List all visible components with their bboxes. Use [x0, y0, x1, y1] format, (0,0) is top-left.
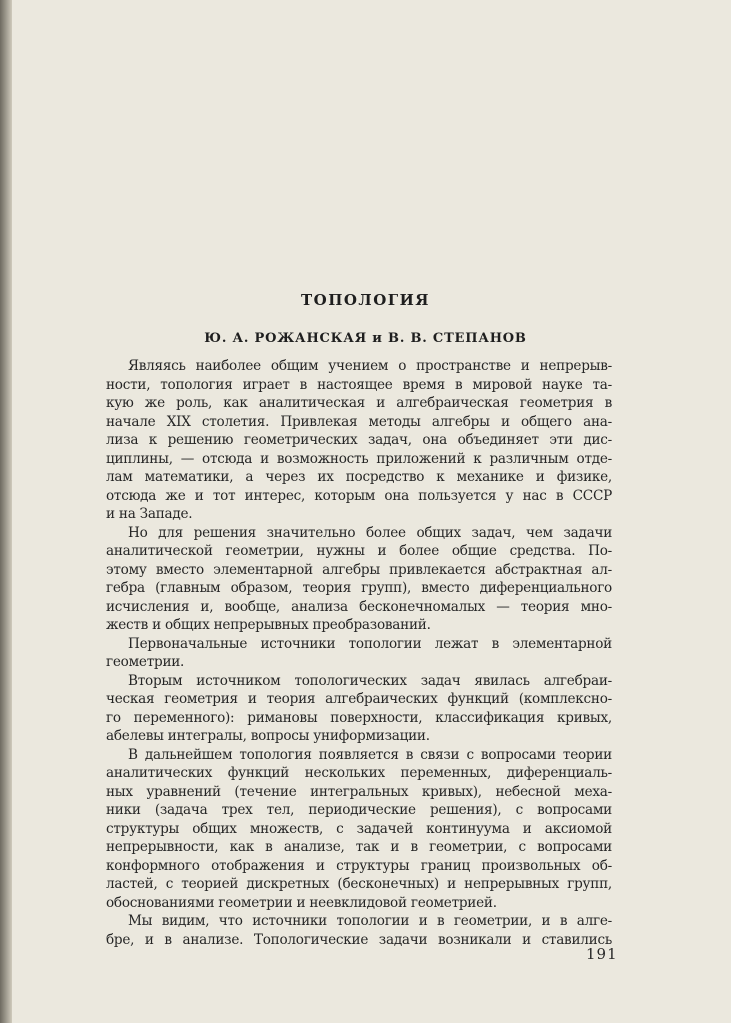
article-body: [106, 357, 612, 949]
text-line: начале XIX столетия. Привлекая методы алгебры и общего ана-: [106, 413, 612, 430]
text-line: ческая геометрия и теория алгебраических функций (комплексно-: [106, 691, 612, 707]
text-line: лам математики, а через их посредство к механике и физике,: [106, 469, 612, 485]
text-line: ности, топология играет в настоящее время в мировой науке та-: [106, 376, 612, 393]
paragraph: [106, 746, 612, 913]
text-line: бре, и в анализе. Топологические задачи возникали и ставились: [106, 931, 612, 948]
text-line: и на Западе.: [106, 506, 193, 522]
text-line: ники (задача трех тел, периодические решения), с вопросами: [106, 802, 612, 818]
text-line: ластей, с теорией дискретных (бесконечных) и непрерывных групп,: [106, 876, 612, 892]
text-line: аналитических функций нескольких переменных, диференциаль-: [106, 765, 612, 781]
text-line: жеств и общих непрерывных преобразований.: [106, 617, 431, 633]
text-line: Являясь наиболее общим учением о пространстве и непрерыв-: [128, 358, 612, 374]
page-binding-edge: [0, 0, 12, 1023]
paragraph: [106, 912, 612, 949]
text-line: исчисления и, вообще, анализа бесконечномалых — теория мно-: [106, 598, 612, 615]
text-line: непрерывности, как в анализе, так и в геометрии, с вопросами: [106, 839, 612, 855]
text-line: абелевы интегралы, вопросы униформизации.: [106, 728, 430, 744]
text-line: Первоначальные источники топологии лежат в элементарной: [128, 635, 612, 652]
text-line: кую же роль, как аналитическая и алгебраическая геометрия в: [106, 395, 612, 411]
page-number: 191: [586, 945, 618, 963]
text-line: отсюда же и тот интерес, которым она пользуется у нас в СССР: [106, 487, 612, 504]
text-line: циплины, — отсюда и возможность приложений к различным отде-: [106, 450, 612, 467]
text-line: В дальнейшем топология появляется в связи с вопросами теории: [128, 746, 612, 763]
paragraph: [106, 524, 612, 635]
text-line: геометрии.: [106, 654, 185, 670]
text-line: Но для решения значительно более общих задач, чем задачи: [128, 524, 612, 541]
paragraph: [106, 357, 612, 524]
text-line: структуры общих множеств, с задачей континуума и аксиомой: [106, 820, 612, 837]
text-line: этому вместо элементарной алгебры привлекается абстрактная ал-: [106, 561, 612, 578]
text-line: аналитической геометрии, нужны и более общие средства. По-: [106, 543, 612, 559]
text-line: обоснованиями геометрии и неевклидовой геометрией.: [106, 894, 497, 911]
text-line: конформного отображения и структуры границ произвольных об-: [106, 857, 612, 874]
text-line: Мы видим, что источники топологии и в геометрии, и в алге-: [128, 913, 612, 929]
article-authors: Ю. А. РОЖАНСКАЯ и В. В. СТЕПАНОВ: [204, 331, 527, 346]
text-line: лиза к решению геометрических задач, она объединяет эти дис-: [106, 432, 612, 448]
text-line: гебра (главным образом, теория групп), вместо диференциального: [106, 580, 612, 596]
text-line: го переменного): римановы поверхности, классификация кривых,: [106, 709, 612, 726]
text-line: ных уравнений (течение интегральных кривых), небесной меха-: [106, 783, 612, 800]
page-title: ТОПОЛОГИЯ: [300, 291, 431, 309]
text-line: Вторым источником топологических задач явилась алгебраи-: [128, 672, 612, 689]
paragraph: [106, 635, 612, 672]
paragraph: [106, 672, 612, 746]
